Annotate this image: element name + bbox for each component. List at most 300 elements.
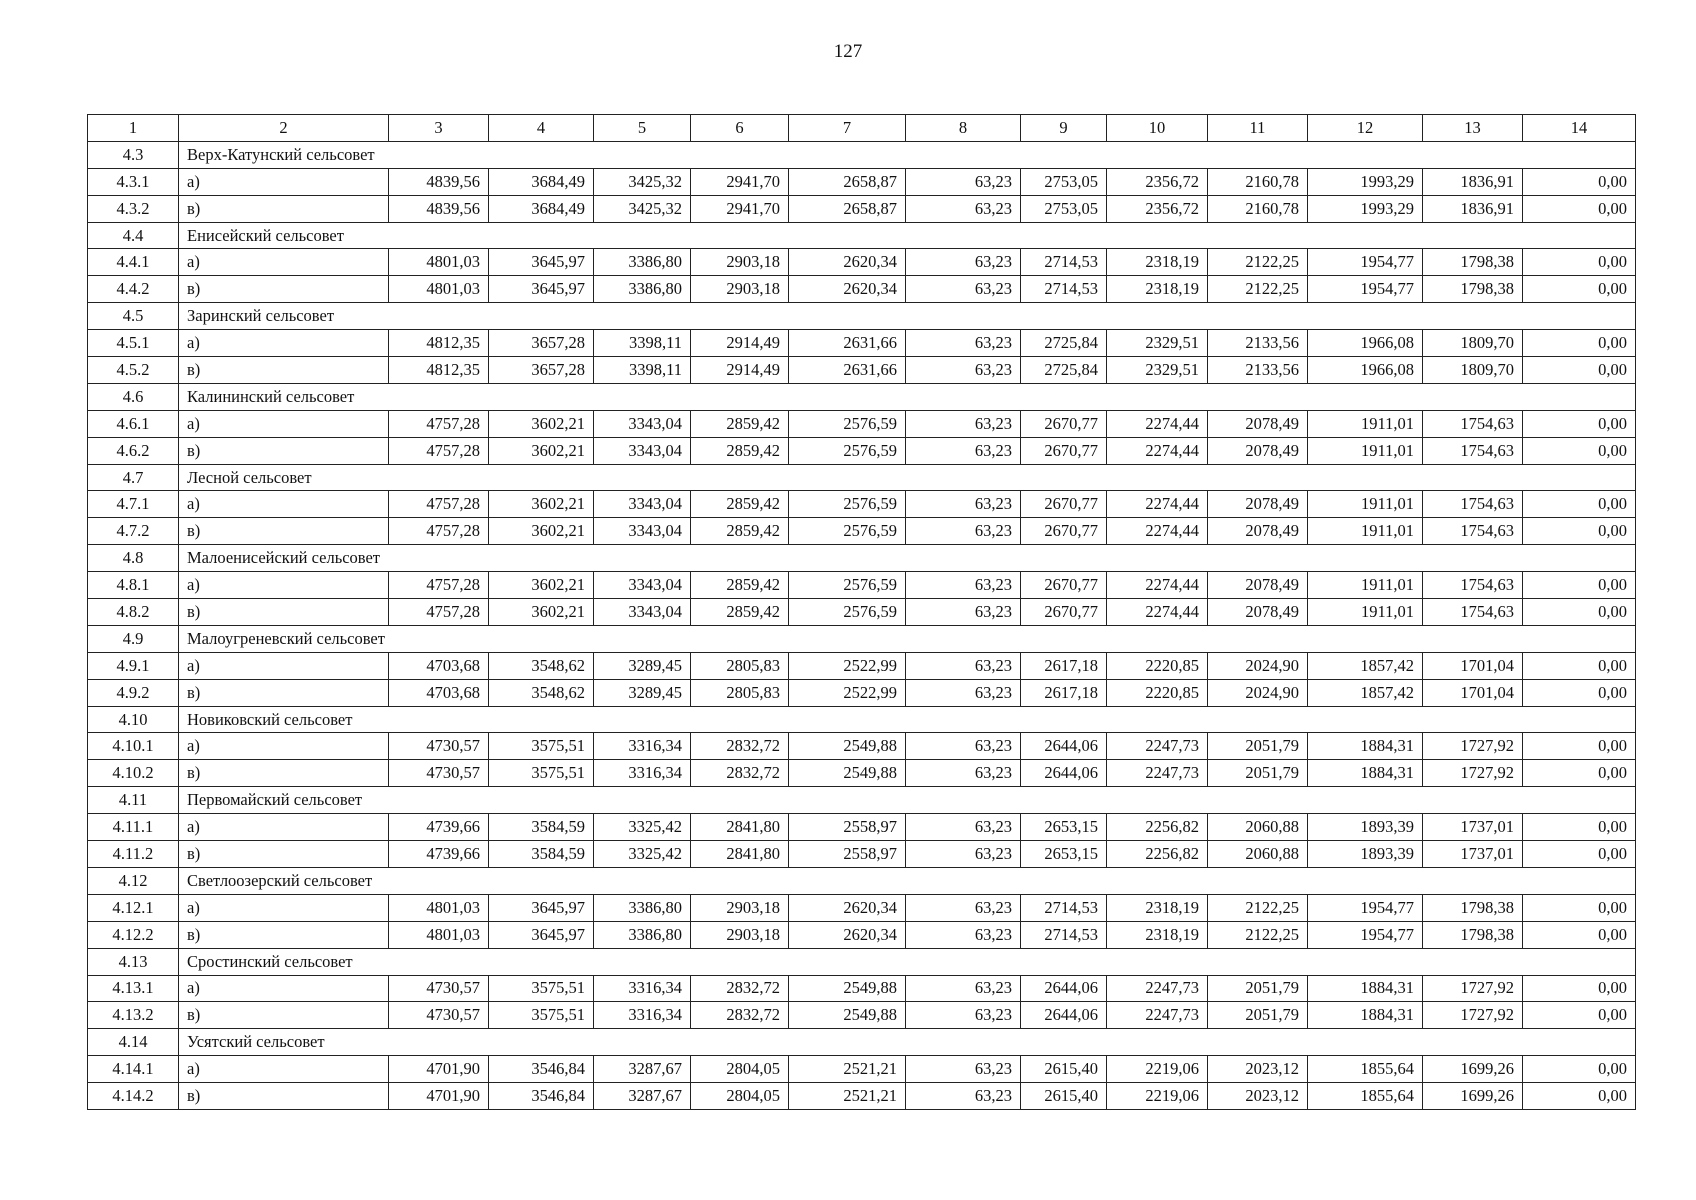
- value-cell: 4801,03: [389, 894, 489, 921]
- section-name: Новиковский сельсовет: [179, 706, 1636, 733]
- value-cell: 1855,64: [1308, 1056, 1423, 1083]
- value-cell: 3602,21: [489, 437, 594, 464]
- value-cell: 2247,73: [1107, 975, 1208, 1002]
- section-name: Заринский сельсовет: [179, 303, 1636, 330]
- value-cell: 3584,59: [489, 841, 594, 868]
- section-name: Сростинский сельсовет: [179, 948, 1636, 975]
- value-cell: 4701,90: [389, 1083, 489, 1110]
- row-code: 4.8.1: [88, 572, 179, 599]
- value-cell: 3386,80: [594, 276, 691, 303]
- value-cell: 2549,88: [789, 760, 906, 787]
- value-cell: 4730,57: [389, 975, 489, 1002]
- value-cell: 2220,85: [1107, 652, 1208, 679]
- value-cell: 3343,04: [594, 599, 691, 626]
- value-cell: 3602,21: [489, 491, 594, 518]
- value-cell: 2725,84: [1021, 357, 1107, 384]
- value-cell: 0,00: [1523, 330, 1636, 357]
- row-code: 4.3.2: [88, 195, 179, 222]
- value-cell: 1727,92: [1423, 1002, 1523, 1029]
- value-cell: 2631,66: [789, 330, 906, 357]
- table-header: [88, 115, 1636, 142]
- value-cell: 1798,38: [1423, 894, 1523, 921]
- value-cell: 3398,11: [594, 357, 691, 384]
- value-cell: 2060,88: [1208, 841, 1308, 868]
- value-cell: 4812,35: [389, 330, 489, 357]
- row-label: в): [179, 195, 389, 222]
- value-cell: 2274,44: [1107, 599, 1208, 626]
- value-cell: 63,23: [906, 1002, 1021, 1029]
- section-row: [88, 787, 1636, 814]
- value-cell: 2620,34: [789, 249, 906, 276]
- value-cell: 0,00: [1523, 1056, 1636, 1083]
- section-code: 4.14: [88, 1029, 179, 1056]
- value-cell: 2023,12: [1208, 1056, 1308, 1083]
- value-cell: 1836,91: [1423, 195, 1523, 222]
- value-cell: 2024,90: [1208, 679, 1308, 706]
- section-name: Первомайский сельсовет: [179, 787, 1636, 814]
- value-cell: 1884,31: [1308, 760, 1423, 787]
- value-cell: 0,00: [1523, 195, 1636, 222]
- value-cell: 2859,42: [691, 491, 789, 518]
- row-label: а): [179, 975, 389, 1002]
- value-cell: 2133,56: [1208, 330, 1308, 357]
- value-cell: 3645,97: [489, 894, 594, 921]
- value-cell: 2653,15: [1021, 841, 1107, 868]
- value-cell: 63,23: [906, 249, 1021, 276]
- value-cell: 2805,83: [691, 652, 789, 679]
- value-cell: 3657,28: [489, 330, 594, 357]
- row-code: 4.9.2: [88, 679, 179, 706]
- value-cell: 3386,80: [594, 921, 691, 948]
- column-header: 7: [789, 115, 906, 142]
- value-cell: 63,23: [906, 894, 1021, 921]
- column-header: 2: [179, 115, 389, 142]
- row-label: в): [179, 921, 389, 948]
- value-cell: 4703,68: [389, 652, 489, 679]
- value-cell: 2725,84: [1021, 330, 1107, 357]
- value-cell: 2522,99: [789, 652, 906, 679]
- value-cell: 1954,77: [1308, 894, 1423, 921]
- row-code: 4.10.1: [88, 733, 179, 760]
- value-cell: 2122,25: [1208, 276, 1308, 303]
- table-row: [88, 168, 1636, 195]
- table-row: [88, 195, 1636, 222]
- table-row: [88, 679, 1636, 706]
- value-cell: 4757,28: [389, 599, 489, 626]
- row-label: а): [179, 1056, 389, 1083]
- value-cell: 3575,51: [489, 733, 594, 760]
- value-cell: 4701,90: [389, 1056, 489, 1083]
- value-cell: 0,00: [1523, 572, 1636, 599]
- value-cell: 1836,91: [1423, 168, 1523, 195]
- section-name: Енисейский сельсовет: [179, 222, 1636, 249]
- value-cell: 63,23: [906, 491, 1021, 518]
- value-cell: 3287,67: [594, 1083, 691, 1110]
- row-code: 4.10.2: [88, 760, 179, 787]
- row-label: в): [179, 599, 389, 626]
- value-cell: 0,00: [1523, 1083, 1636, 1110]
- value-cell: 2133,56: [1208, 357, 1308, 384]
- value-cell: 3684,49: [489, 168, 594, 195]
- row-code: 4.3.1: [88, 168, 179, 195]
- value-cell: 0,00: [1523, 599, 1636, 626]
- table-row: [88, 975, 1636, 1002]
- value-cell: 0,00: [1523, 491, 1636, 518]
- value-cell: 2914,49: [691, 357, 789, 384]
- value-cell: 3289,45: [594, 679, 691, 706]
- value-cell: 2832,72: [691, 760, 789, 787]
- value-cell: 2658,87: [789, 168, 906, 195]
- value-cell: 2631,66: [789, 357, 906, 384]
- value-cell: 1884,31: [1308, 733, 1423, 760]
- value-cell: 2859,42: [691, 410, 789, 437]
- column-header: 8: [906, 115, 1021, 142]
- value-cell: 2078,49: [1208, 491, 1308, 518]
- value-cell: 2653,15: [1021, 814, 1107, 841]
- value-cell: 63,23: [906, 437, 1021, 464]
- value-cell: 0,00: [1523, 733, 1636, 760]
- value-cell: 2274,44: [1107, 491, 1208, 518]
- row-label: а): [179, 894, 389, 921]
- row-code: 4.12.1: [88, 894, 179, 921]
- value-cell: 1798,38: [1423, 921, 1523, 948]
- value-cell: 1884,31: [1308, 975, 1423, 1002]
- row-code: 4.4.2: [88, 276, 179, 303]
- value-cell: 3425,32: [594, 168, 691, 195]
- value-cell: 2576,59: [789, 572, 906, 599]
- value-cell: 1699,26: [1423, 1083, 1523, 1110]
- row-label: а): [179, 814, 389, 841]
- row-label: в): [179, 679, 389, 706]
- value-cell: 2644,06: [1021, 760, 1107, 787]
- value-cell: 0,00: [1523, 410, 1636, 437]
- row-label: а): [179, 652, 389, 679]
- value-cell: 2714,53: [1021, 249, 1107, 276]
- value-cell: 2859,42: [691, 518, 789, 545]
- value-cell: 63,23: [906, 410, 1021, 437]
- section-name: Малоенисейский сельсовет: [179, 545, 1636, 572]
- value-cell: 2805,83: [691, 679, 789, 706]
- value-cell: 2274,44: [1107, 410, 1208, 437]
- value-cell: 2832,72: [691, 1002, 789, 1029]
- section-row: [88, 141, 1636, 168]
- value-cell: 2122,25: [1208, 921, 1308, 948]
- value-cell: 63,23: [906, 518, 1021, 545]
- value-cell: 2670,77: [1021, 491, 1107, 518]
- value-cell: 2329,51: [1107, 330, 1208, 357]
- value-cell: 2670,77: [1021, 599, 1107, 626]
- value-cell: 3645,97: [489, 276, 594, 303]
- row-code: 4.5.2: [88, 357, 179, 384]
- value-cell: 2617,18: [1021, 652, 1107, 679]
- value-cell: 1911,01: [1308, 518, 1423, 545]
- value-cell: 2078,49: [1208, 410, 1308, 437]
- section-name: Верх-Катунский сельсовет: [179, 141, 1636, 168]
- value-cell: 4801,03: [389, 276, 489, 303]
- table-body: [88, 141, 1636, 1109]
- value-cell: 4839,56: [389, 168, 489, 195]
- value-cell: 0,00: [1523, 814, 1636, 841]
- value-cell: 2274,44: [1107, 518, 1208, 545]
- value-cell: 1966,08: [1308, 330, 1423, 357]
- value-cell: 4801,03: [389, 921, 489, 948]
- table-row: [88, 249, 1636, 276]
- value-cell: 2549,88: [789, 1002, 906, 1029]
- data-table: [87, 114, 1636, 1110]
- section-row: [88, 867, 1636, 894]
- value-cell: 3287,67: [594, 1056, 691, 1083]
- column-header: 14: [1523, 115, 1636, 142]
- value-cell: 2903,18: [691, 276, 789, 303]
- table-row: [88, 357, 1636, 384]
- table-row: [88, 733, 1636, 760]
- value-cell: 2247,73: [1107, 1002, 1208, 1029]
- value-cell: 0,00: [1523, 437, 1636, 464]
- row-code: 4.4.1: [88, 249, 179, 276]
- value-cell: 2841,80: [691, 814, 789, 841]
- value-cell: 63,23: [906, 195, 1021, 222]
- value-cell: 1893,39: [1308, 814, 1423, 841]
- value-cell: 2522,99: [789, 679, 906, 706]
- row-code: 4.6.1: [88, 410, 179, 437]
- value-cell: 2247,73: [1107, 760, 1208, 787]
- section-row: [88, 303, 1636, 330]
- row-code: 4.14.1: [88, 1056, 179, 1083]
- value-cell: 2576,59: [789, 491, 906, 518]
- value-cell: 1727,92: [1423, 733, 1523, 760]
- table-row: [88, 841, 1636, 868]
- value-cell: 2714,53: [1021, 921, 1107, 948]
- column-header: 1: [88, 115, 179, 142]
- value-cell: 3386,80: [594, 249, 691, 276]
- value-cell: 2576,59: [789, 518, 906, 545]
- section-code: 4.12: [88, 867, 179, 894]
- value-cell: 1754,63: [1423, 518, 1523, 545]
- value-cell: 2670,77: [1021, 572, 1107, 599]
- value-cell: 2620,34: [789, 276, 906, 303]
- value-cell: 0,00: [1523, 921, 1636, 948]
- row-label: а): [179, 249, 389, 276]
- value-cell: 2670,77: [1021, 437, 1107, 464]
- value-cell: 3575,51: [489, 1002, 594, 1029]
- value-cell: 2023,12: [1208, 1083, 1308, 1110]
- value-cell: 4801,03: [389, 249, 489, 276]
- value-cell: 1993,29: [1308, 168, 1423, 195]
- value-cell: 1701,04: [1423, 652, 1523, 679]
- value-cell: 4739,66: [389, 841, 489, 868]
- value-cell: 2078,49: [1208, 437, 1308, 464]
- value-cell: 2670,77: [1021, 518, 1107, 545]
- header-row: [88, 115, 1636, 142]
- value-cell: 3546,84: [489, 1083, 594, 1110]
- value-cell: 63,23: [906, 921, 1021, 948]
- value-cell: 1911,01: [1308, 491, 1423, 518]
- value-cell: 2804,05: [691, 1083, 789, 1110]
- value-cell: 4812,35: [389, 357, 489, 384]
- section-code: 4.10: [88, 706, 179, 733]
- value-cell: 2903,18: [691, 249, 789, 276]
- row-code: 4.11.2: [88, 841, 179, 868]
- section-row: [88, 383, 1636, 410]
- row-label: а): [179, 572, 389, 599]
- value-cell: 1954,77: [1308, 921, 1423, 948]
- row-label: а): [179, 168, 389, 195]
- value-cell: 3343,04: [594, 437, 691, 464]
- value-cell: 1754,63: [1423, 410, 1523, 437]
- value-cell: 0,00: [1523, 760, 1636, 787]
- row-label: в): [179, 518, 389, 545]
- value-cell: 2841,80: [691, 841, 789, 868]
- column-header: 10: [1107, 115, 1208, 142]
- value-cell: 2576,59: [789, 410, 906, 437]
- value-cell: 63,23: [906, 599, 1021, 626]
- row-code: 4.11.1: [88, 814, 179, 841]
- value-cell: 0,00: [1523, 679, 1636, 706]
- value-cell: 0,00: [1523, 975, 1636, 1002]
- value-cell: 0,00: [1523, 841, 1636, 868]
- value-cell: 63,23: [906, 679, 1021, 706]
- row-code: 4.13.1: [88, 975, 179, 1002]
- section-row: [88, 706, 1636, 733]
- value-cell: 3602,21: [489, 572, 594, 599]
- section-row: [88, 1029, 1636, 1056]
- value-cell: 3289,45: [594, 652, 691, 679]
- column-header: 4: [489, 115, 594, 142]
- value-cell: 2714,53: [1021, 276, 1107, 303]
- column-header: 6: [691, 115, 789, 142]
- row-label: в): [179, 1083, 389, 1110]
- value-cell: 2356,72: [1107, 168, 1208, 195]
- value-cell: 2051,79: [1208, 975, 1308, 1002]
- value-cell: 63,23: [906, 1056, 1021, 1083]
- value-cell: 63,23: [906, 975, 1021, 1002]
- table-row: [88, 1002, 1636, 1029]
- value-cell: 1727,92: [1423, 975, 1523, 1002]
- value-cell: 1798,38: [1423, 249, 1523, 276]
- value-cell: 2549,88: [789, 733, 906, 760]
- value-cell: 0,00: [1523, 357, 1636, 384]
- section-code: 4.11: [88, 787, 179, 814]
- section-code: 4.6: [88, 383, 179, 410]
- value-cell: 3316,34: [594, 760, 691, 787]
- value-cell: 1727,92: [1423, 760, 1523, 787]
- value-cell: 3645,97: [489, 921, 594, 948]
- row-code: 4.8.2: [88, 599, 179, 626]
- value-cell: 3316,34: [594, 733, 691, 760]
- value-cell: 2356,72: [1107, 195, 1208, 222]
- value-cell: 63,23: [906, 841, 1021, 868]
- value-cell: 3575,51: [489, 760, 594, 787]
- value-cell: 63,23: [906, 357, 1021, 384]
- value-cell: 2521,21: [789, 1056, 906, 1083]
- value-cell: 4730,57: [389, 733, 489, 760]
- row-label: в): [179, 841, 389, 868]
- row-label: а): [179, 733, 389, 760]
- value-cell: 3316,34: [594, 975, 691, 1002]
- value-cell: 1701,04: [1423, 679, 1523, 706]
- value-cell: 1737,01: [1423, 814, 1523, 841]
- value-cell: 2219,06: [1107, 1083, 1208, 1110]
- value-cell: 3386,80: [594, 894, 691, 921]
- value-cell: 1911,01: [1308, 437, 1423, 464]
- value-cell: 3343,04: [594, 518, 691, 545]
- value-cell: 2078,49: [1208, 572, 1308, 599]
- column-header: 11: [1208, 115, 1308, 142]
- row-label: в): [179, 276, 389, 303]
- row-label: а): [179, 330, 389, 357]
- value-cell: 2859,42: [691, 572, 789, 599]
- table-row: [88, 410, 1636, 437]
- value-cell: 2576,59: [789, 599, 906, 626]
- value-cell: 2670,77: [1021, 410, 1107, 437]
- value-cell: 2859,42: [691, 437, 789, 464]
- column-header: 3: [389, 115, 489, 142]
- section-code: 4.13: [88, 948, 179, 975]
- value-cell: 1893,39: [1308, 841, 1423, 868]
- row-code: 4.9.1: [88, 652, 179, 679]
- value-cell: 3343,04: [594, 572, 691, 599]
- value-cell: 2256,82: [1107, 814, 1208, 841]
- row-label: в): [179, 760, 389, 787]
- value-cell: 2220,85: [1107, 679, 1208, 706]
- value-cell: 2318,19: [1107, 894, 1208, 921]
- value-cell: 3316,34: [594, 1002, 691, 1029]
- value-cell: 2318,19: [1107, 249, 1208, 276]
- value-cell: 1954,77: [1308, 249, 1423, 276]
- table-row: [88, 437, 1636, 464]
- section-name: Калининский сельсовет: [179, 383, 1636, 410]
- value-cell: 4730,57: [389, 1002, 489, 1029]
- value-cell: 63,23: [906, 276, 1021, 303]
- section-row: [88, 625, 1636, 652]
- value-cell: 2617,18: [1021, 679, 1107, 706]
- value-cell: 2615,40: [1021, 1056, 1107, 1083]
- table-row: [88, 760, 1636, 787]
- value-cell: 3584,59: [489, 814, 594, 841]
- value-cell: 2060,88: [1208, 814, 1308, 841]
- section-name: Светлоозерский сельсовет: [179, 867, 1636, 894]
- table-row: [88, 276, 1636, 303]
- value-cell: 1884,31: [1308, 1002, 1423, 1029]
- value-cell: 2832,72: [691, 733, 789, 760]
- value-cell: 2914,49: [691, 330, 789, 357]
- value-cell: 63,23: [906, 572, 1021, 599]
- section-code: 4.7: [88, 464, 179, 491]
- value-cell: 3343,04: [594, 491, 691, 518]
- value-cell: 1809,70: [1423, 330, 1523, 357]
- row-label: в): [179, 357, 389, 384]
- value-cell: 2576,59: [789, 437, 906, 464]
- row-code: 4.7.2: [88, 518, 179, 545]
- value-cell: 2122,25: [1208, 249, 1308, 276]
- row-code: 4.6.2: [88, 437, 179, 464]
- value-cell: 3325,42: [594, 814, 691, 841]
- value-cell: 4730,57: [389, 760, 489, 787]
- value-cell: 2832,72: [691, 975, 789, 1002]
- row-code: 4.12.2: [88, 921, 179, 948]
- value-cell: 1911,01: [1308, 410, 1423, 437]
- table-row: [88, 599, 1636, 626]
- section-code: 4.8: [88, 545, 179, 572]
- value-cell: 4757,28: [389, 437, 489, 464]
- value-cell: 2219,06: [1107, 1056, 1208, 1083]
- value-cell: 2318,19: [1107, 276, 1208, 303]
- section-row: [88, 464, 1636, 491]
- value-cell: 2274,44: [1107, 572, 1208, 599]
- value-cell: 2051,79: [1208, 760, 1308, 787]
- value-cell: 2160,78: [1208, 168, 1308, 195]
- table-row: [88, 1056, 1636, 1083]
